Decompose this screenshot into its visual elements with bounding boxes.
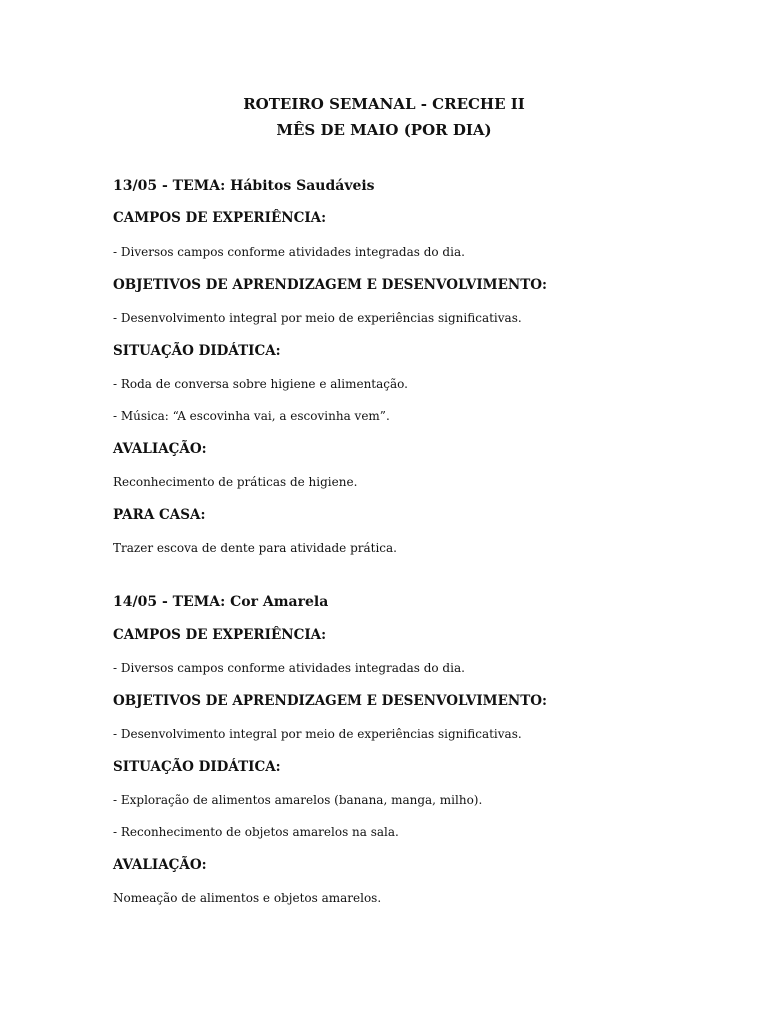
avaliacao-text: Nomeação de alimentos e objetos amarelos. [113, 891, 382, 905]
situacao-item: - Música: “A escovinha vai, a escovinha vem”. [113, 409, 390, 423]
document-title: ROTEIRO SEMANAL - CRECHE II [243, 95, 525, 113]
situacao-item: - Reconhecimento de objetos amarelos na sala. [113, 825, 399, 839]
objetivos-text: - Desenvolvimento integral por meio de experiências significativas. [113, 311, 522, 325]
day-title: 14/05 - TEMA: Cor Amarela [113, 594, 329, 610]
campos-heading: CAMPOS DE EXPERIÊNCIA: [113, 210, 327, 226]
campos-heading: CAMPOS DE EXPERIÊNCIA: [113, 627, 327, 643]
campos-text: - Diversos campos conforme atividades integradas do dia. [113, 245, 465, 259]
avaliacao-heading: AVALIAÇÃO: [113, 441, 207, 457]
objetivos-heading: OBJETIVOS DE APRENDIZAGEM E DESENVOLVIMENTO: [113, 693, 548, 709]
campos-text: - Diversos campos conforme atividades integradas do dia. [113, 661, 465, 675]
avaliacao-heading: AVALIAÇÃO: [113, 857, 207, 873]
situacao-heading: SITUAÇÃO DIDÁTICA: [113, 759, 281, 775]
situacao-item: - Exploração de alimentos amarelos (banana, manga, milho). [113, 793, 483, 807]
day-title: 13/05 - TEMA: Hábitos Saudáveis [113, 178, 375, 194]
para-casa-text: Trazer escova de dente para atividade prática. [113, 541, 397, 555]
avaliacao-text: Reconhecimento de práticas de higiene. [113, 475, 358, 489]
situacao-heading: SITUAÇÃO DIDÁTICA: [113, 343, 281, 359]
objetivos-text: - Desenvolvimento integral por meio de experiências significativas. [113, 727, 522, 741]
situacao-item: - Roda de conversa sobre higiene e alimentação. [113, 377, 408, 391]
objetivos-heading: OBJETIVOS DE APRENDIZAGEM E DESENVOLVIMENTO: [113, 277, 548, 293]
para-casa-heading: PARA CASA: [113, 507, 206, 523]
document-subtitle: MÊS DE MAIO (POR DIA) [276, 121, 492, 139]
